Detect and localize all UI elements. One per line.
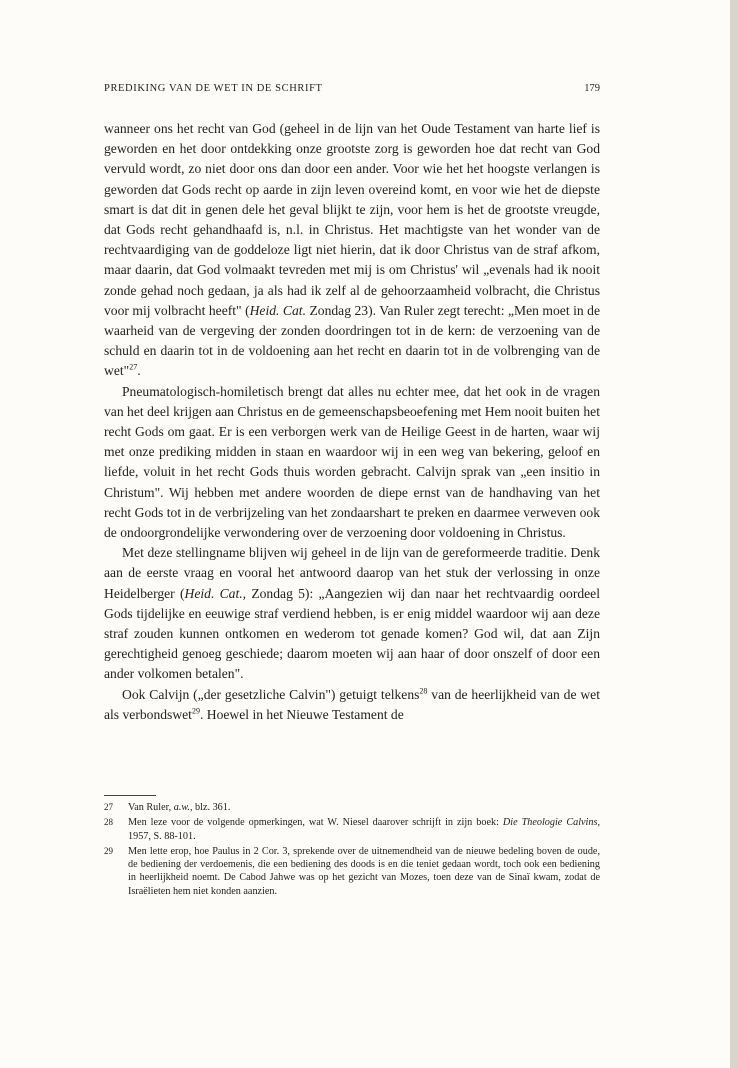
text-run: . Hoewel in het Nieuwe Testament de xyxy=(199,706,404,722)
footnotes xyxy=(104,801,600,900)
italic-text: Die Theologie Calvins, xyxy=(502,817,600,829)
italic-text: Heid. Cat., xyxy=(184,585,247,601)
footnote-rule xyxy=(104,795,156,796)
footnote-text xyxy=(128,816,600,843)
italic-text: a.w., xyxy=(173,802,193,813)
footnote-ref: 27 xyxy=(129,362,138,372)
footnote-number: 29 xyxy=(104,845,113,856)
text-run: . xyxy=(137,363,141,379)
paragraph xyxy=(104,543,600,684)
text-run: Zondag 5): „Aangezien wij dan naar het rechtvaardig oordeel Gods tijdelijke en eeuwige straf verdiend hebben, is er enig middel waardoor wij aan deze straf zouden kunnen ontkomen en wederom tot genade komen? God wil, dat aan Zijn gerechtigheid genoeg geschiede; daarom moeten wij aan haar of door onszelf of door een ander volkomen betalen". xyxy=(104,585,600,682)
text-run: van de heerlijkheid van de wet als verbondswet xyxy=(104,686,600,722)
paragraph xyxy=(104,119,600,382)
text-run: Van Ruler, xyxy=(128,802,174,813)
paragraph xyxy=(104,382,600,544)
text-run: Ook Calvijn („der gesetzliche Calvin") getuigt telkens xyxy=(122,686,420,702)
text-run: blz. 361. xyxy=(192,802,231,813)
paragraph xyxy=(104,685,600,725)
footnote xyxy=(104,845,600,898)
footnote-number: 27 xyxy=(104,802,113,812)
page-edge xyxy=(730,0,738,1068)
footnote-text xyxy=(128,845,600,898)
running-head-title: PREDIKING VAN DE WET IN DE SCHRIFT xyxy=(104,83,323,94)
text-run: Men leze voor de volgende opmerkingen, wat W. Niesel daarover schrijft in zijn boek: xyxy=(128,817,503,829)
footnote xyxy=(104,801,600,814)
italic-text: Heid. Cat. xyxy=(249,302,306,318)
text-run: 1957, S. 88-101. xyxy=(128,830,196,842)
text-run: Pneumatologisch-homiletisch brengt dat alles nu echter mee, dat het ook in de vragen van het deel krijgen aan Christus en de gemeenschapsbeoefening met Hem nooit buiten het recht Gods om gaat. Er is een verborgen werk van de Heilige Geest in de harten, waar wij met onze prediking midden in staan en waardoor wij in een weg van bekering, geloof en liefde, voluit in het recht Gods thuis worden gebracht. Calvijn sprak van „een insitio in Christum". Wij hebben met andere woorden de diepe ernst van de handhaving van het recht Gods tot in de verbrijzeling van het zondaarshart te preken en daarmee verweven ook de ondoorgrondelijke verwondering over de verzoening door voldoening in Christus. xyxy=(104,383,600,541)
footnote-text xyxy=(128,801,600,814)
text-run: Men lette erop, hoe Paulus in 2 Cor. 3, sprekende over de uitnemendheid van de nieuwe bedeling boven de oude, de bediening der verdoemenis, die een bediening des doods is en die teniet gedaan wordt, toch ook een bediening in heerlijkheid noemt. De Cabod Jahwe was op het gezicht van Mozes, toen deze van de Sinaï kwam, zodat de Israëlieten hem niet konden aanzien. xyxy=(128,845,600,897)
footnote-number: 28 xyxy=(104,817,113,828)
text-run: Zondag 23). Van Ruler zegt terecht: „Men moet in de waarheid van de vergeving der zonden doordringen tot in de kern: de verzoening van de schuld en daarin tot in de voldoening aan het recht en daarin tot in de volbrenging van de wet" xyxy=(104,302,600,379)
footnote-ref: 29 xyxy=(191,706,200,716)
text-run: wanneer ons het recht van God (geheel in de lijn van het Oude Testament van harte lief is geworden en het door ontdekking onze grootste zorg is geworden hoe dat recht van God vervuld wordt, zo niet door ons dan door een ander. Voor wie het het hoogste verlangen is geworden dat Gods recht op aarde in zijn leven overeind komt, en voor wie het de diepste smart is dat dit in genen dele het geval blijkt te zijn, voor hem is het de grootste vreugde, dat Gods recht gehandhaafd is, n.l. in Christus. Het machtigste van het wonder van de rechtvaardiging van de goddeloze ligt niet hierin, dat ik door Christus van de straf afkom, maar daarin, dat God volmaakt tevreden met mij is om Christus' wil „evenals had ik nooit zonde gehad noch gedaan, ja als had ik zelf al de gehoorzaamheid volbracht, die Christus voor mij volbracht heeft" ( xyxy=(104,121,600,318)
footnote xyxy=(104,816,600,843)
body-text xyxy=(104,119,600,725)
footnote-ref: 28 xyxy=(419,686,428,696)
text-run: Met deze stellingname blijven wij geheel in de lijn van de gereformeerde traditie. Denk aan de eerste vraag en vooral het antwoord daarop van het stuk der verlossing in onze Heidelberger ( xyxy=(104,545,600,601)
page-number: 179 xyxy=(584,83,600,94)
